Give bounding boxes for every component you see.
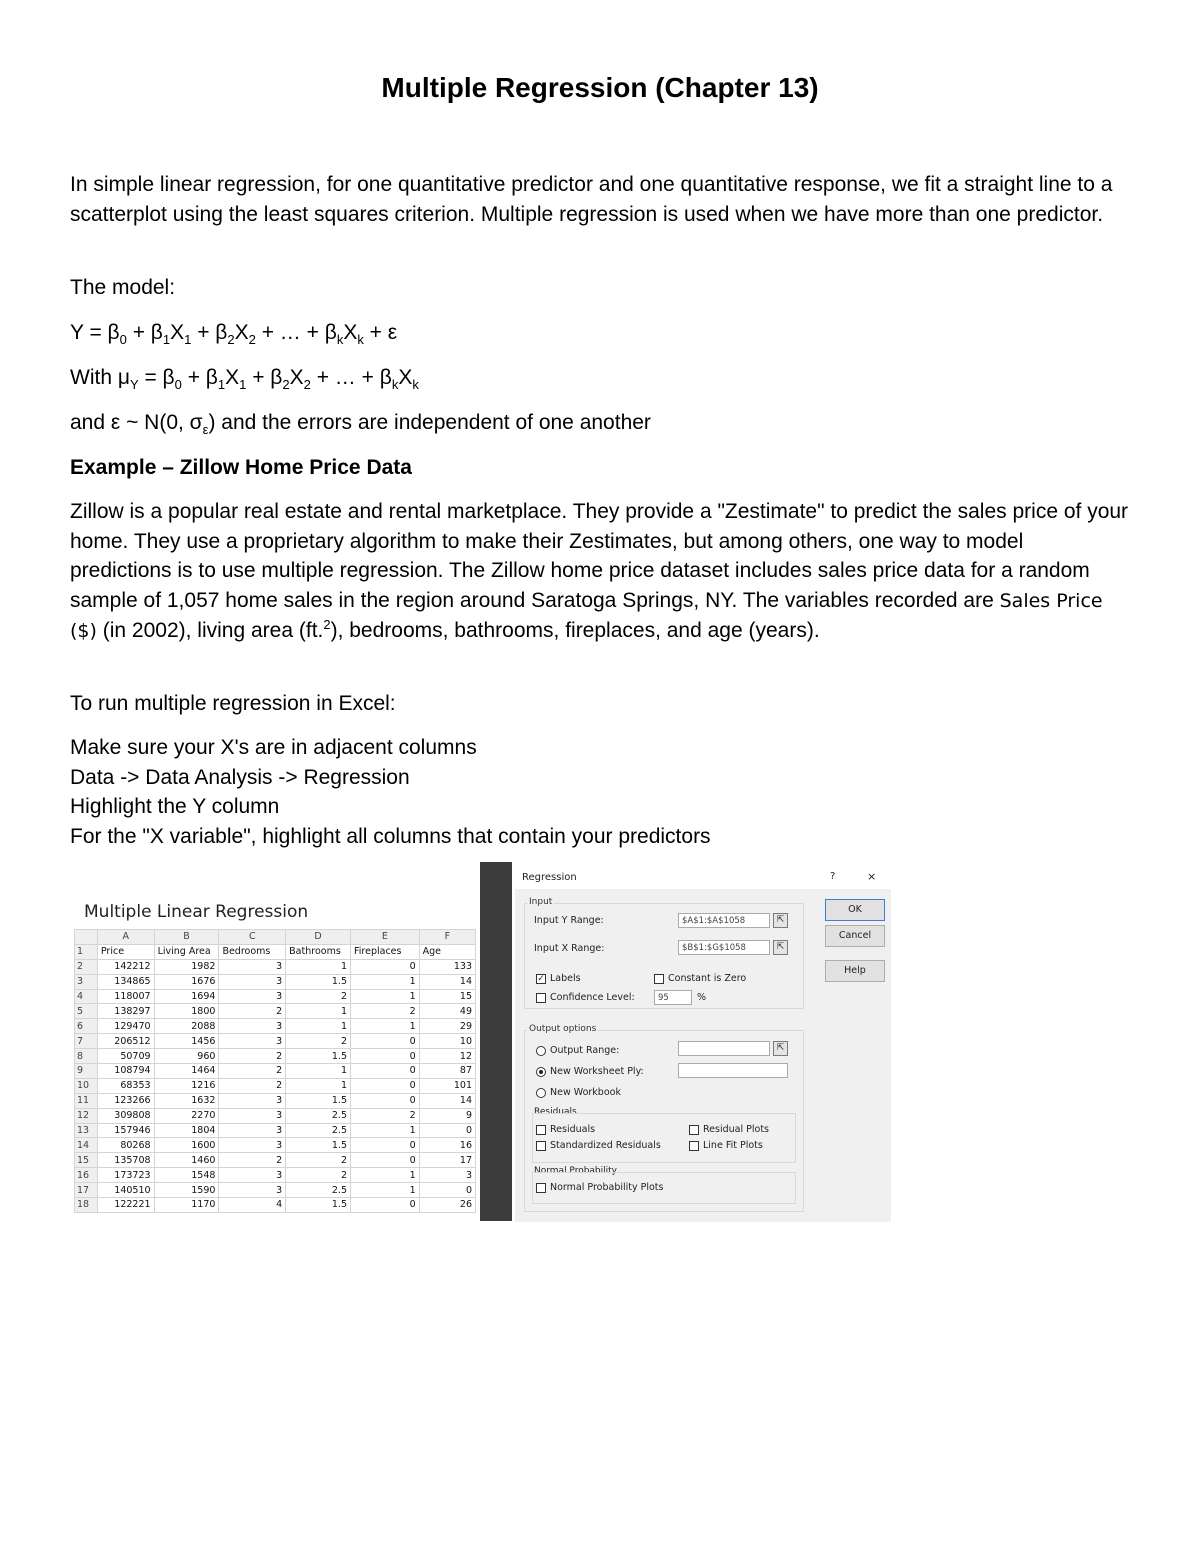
- std-residuals-label: Standardized Residuals: [550, 1140, 661, 1151]
- model-label: The model:: [70, 276, 176, 299]
- header-cell[interactable]: Price: [97, 944, 154, 959]
- output-range-label: Output Range:: [550, 1045, 620, 1056]
- data-cell[interactable]: 0: [419, 1183, 475, 1198]
- data-cell[interactable]: 157946: [97, 1123, 154, 1138]
- labels-label: Labels: [550, 973, 581, 984]
- confidence-label: Confidence Level:: [550, 992, 635, 1003]
- cancel-button[interactable]: Cancel: [825, 925, 885, 947]
- std-residuals-checkbox[interactable]: [536, 1141, 546, 1151]
- column-header[interactable]: C: [219, 930, 286, 945]
- data-cell[interactable]: 3: [219, 1108, 286, 1123]
- output-range-collapse-icon[interactable]: ⇱: [773, 1041, 788, 1056]
- input-group-label: Input: [529, 897, 553, 907]
- row-number[interactable]: 3: [75, 974, 98, 989]
- data-cell[interactable]: 1464: [154, 1064, 219, 1079]
- data-cell[interactable]: 1600: [154, 1138, 219, 1153]
- sheet-title: Multiple Linear Regression: [84, 902, 309, 922]
- example-heading: Example – Zillow Home Price Data: [70, 456, 412, 479]
- data-cell[interactable]: 1982: [154, 959, 219, 974]
- table-row: [75, 1138, 476, 1153]
- table-row: [75, 944, 476, 959]
- input-y-collapse-icon[interactable]: ⇱: [773, 913, 788, 928]
- data-cell[interactable]: 135708: [97, 1153, 154, 1168]
- data-cell[interactable]: 3: [219, 1183, 286, 1198]
- labels-checkbox[interactable]: ✓: [537, 974, 545, 984]
- data-cell[interactable]: 1: [351, 1168, 420, 1183]
- data-cell[interactable]: 2.5: [286, 1108, 351, 1123]
- table-row: [75, 1004, 476, 1019]
- header-cell[interactable]: Living Area: [154, 944, 219, 959]
- dialog-titlebar: [515, 867, 891, 889]
- data-cell[interactable]: 2: [219, 1153, 286, 1168]
- data-cell[interactable]: 142212: [97, 959, 154, 974]
- data-cell[interactable]: 2: [286, 1168, 351, 1183]
- data-cell[interactable]: 0: [351, 1049, 420, 1064]
- data-cell[interactable]: 14: [419, 974, 475, 989]
- data-cell[interactable]: 3: [219, 1019, 286, 1034]
- column-header[interactable]: E: [351, 930, 420, 945]
- table-row: [75, 1093, 476, 1108]
- row-number[interactable]: 13: [75, 1123, 98, 1138]
- table-row: [75, 1198, 476, 1213]
- table-row: [75, 974, 476, 989]
- data-cell[interactable]: 9: [419, 1108, 475, 1123]
- data-cell[interactable]: 15: [419, 989, 475, 1004]
- row-number[interactable]: 2: [75, 959, 98, 974]
- confidence-checkbox[interactable]: [536, 993, 546, 1003]
- data-cell[interactable]: 2: [219, 1049, 286, 1064]
- data-cell[interactable]: 1216: [154, 1078, 219, 1093]
- data-cell[interactable]: 17: [419, 1153, 475, 1168]
- confidence-field[interactable]: 95: [654, 990, 692, 1005]
- data-cell[interactable]: 14: [419, 1093, 475, 1108]
- step-1: Make sure your X's are in adjacent columns: [70, 736, 477, 759]
- data-cell[interactable]: 3: [419, 1168, 475, 1183]
- data-cell[interactable]: 0: [351, 1034, 420, 1049]
- residuals-label: Residuals: [550, 1124, 596, 1135]
- data-cell[interactable]: 29: [419, 1019, 475, 1034]
- data-cell[interactable]: 3: [219, 1093, 286, 1108]
- table-row: [75, 1078, 476, 1093]
- data-cell[interactable]: 206512: [97, 1034, 154, 1049]
- mean-equation: With $\mu_Y = \beta_0 + \beta_1X_1 + \beta_2X_2$ + … + $\beta_kX_k$: [70, 366, 419, 393]
- data-cell[interactable]: 2: [219, 1004, 286, 1019]
- data-cell[interactable]: 3: [219, 989, 286, 1004]
- residuals-group-label: Residuals: [534, 1107, 577, 1117]
- row-number[interactable]: 10: [75, 1078, 98, 1093]
- model-equation: $Y = \beta_0 + \beta_1X_1 + \beta_2X_2$ + … + $\beta_kX_k + \varepsilon$: [70, 321, 398, 348]
- new-ply-label: New Worksheet Ply:: [550, 1066, 644, 1077]
- intro-paragraph: In simple linear regression, for one quantitative predictor and one quantitative response, we fit a straight line to a scatterplot using the least squares criterion. Multiple regression is used when we have more than one predictor.: [70, 173, 1113, 226]
- data-cell[interactable]: 1: [351, 1183, 420, 1198]
- ok-button[interactable]: OK: [825, 899, 885, 921]
- data-cell[interactable]: 1.5: [286, 1138, 351, 1153]
- table-row: [75, 1049, 476, 1064]
- data-cell[interactable]: 1: [351, 1123, 420, 1138]
- data-cell[interactable]: 138297: [97, 1004, 154, 1019]
- data-cell[interactable]: 2: [286, 1153, 351, 1168]
- data-cell[interactable]: 1: [351, 974, 420, 989]
- column-header[interactable]: A: [97, 930, 154, 945]
- data-cell[interactable]: 1: [286, 959, 351, 974]
- output-group-label: Output options: [529, 1024, 597, 1034]
- new-workbook-label: New Workbook: [550, 1087, 621, 1098]
- residual-plots-label: Residual Plots: [703, 1124, 769, 1135]
- row-number[interactable]: 1: [75, 944, 98, 959]
- header-cell[interactable]: Fireplaces: [351, 944, 420, 959]
- select-all-corner[interactable]: [75, 930, 98, 945]
- input-x-label: Input X Range:: [534, 943, 605, 954]
- data-cell[interactable]: 87: [419, 1064, 475, 1079]
- data-cell[interactable]: 26: [419, 1198, 475, 1213]
- constant-zero-label: Constant is Zero: [668, 973, 747, 984]
- data-cell[interactable]: 10: [419, 1034, 475, 1049]
- data-cell[interactable]: 101: [419, 1078, 475, 1093]
- table-row: [75, 1019, 476, 1034]
- line-fit-label: Line Fit Plots: [703, 1140, 763, 1151]
- data-cell[interactable]: 3: [219, 1123, 286, 1138]
- help-icon[interactable]: ?: [830, 871, 836, 882]
- data-cell[interactable]: 118007: [97, 989, 154, 1004]
- row-number[interactable]: 11: [75, 1093, 98, 1108]
- normal-plots-checkbox[interactable]: [536, 1183, 546, 1193]
- row-number[interactable]: 14: [75, 1138, 98, 1153]
- data-cell[interactable]: 1: [286, 1019, 351, 1034]
- close-icon[interactable]: ×: [867, 870, 877, 883]
- data-cell[interactable]: 2270: [154, 1108, 219, 1123]
- table-row: [75, 1153, 476, 1168]
- data-cell[interactable]: 960: [154, 1049, 219, 1064]
- row-number[interactable]: 17: [75, 1183, 98, 1198]
- column-header[interactable]: D: [286, 930, 351, 945]
- data-cell[interactable]: 1: [286, 1004, 351, 1019]
- input-x-field[interactable]: $B$1:$G$1058: [678, 940, 770, 955]
- normal-plots-label: Normal Probability Plots: [550, 1182, 664, 1193]
- table-row: [75, 1123, 476, 1138]
- data-cell[interactable]: 1: [286, 1064, 351, 1079]
- new-workbook-radio[interactable]: [536, 1088, 546, 1098]
- data-cell[interactable]: 1: [286, 1078, 351, 1093]
- row-number[interactable]: 7: [75, 1034, 98, 1049]
- data-cell[interactable]: 2: [219, 1078, 286, 1093]
- header-cell[interactable]: Bathrooms: [286, 944, 351, 959]
- data-cell[interactable]: 49: [419, 1004, 475, 1019]
- data-cell[interactable]: 80268: [97, 1138, 154, 1153]
- row-number[interactable]: 18: [75, 1198, 98, 1213]
- data-cell[interactable]: 1632: [154, 1093, 219, 1108]
- data-cell[interactable]: 2: [286, 1034, 351, 1049]
- percent-sign: %: [697, 992, 707, 1003]
- data-cell[interactable]: 1676: [154, 974, 219, 989]
- data-cell[interactable]: 0: [351, 959, 420, 974]
- data-cell[interactable]: 0: [351, 1093, 420, 1108]
- table-row: [75, 1064, 476, 1079]
- constant-zero-checkbox[interactable]: [654, 974, 664, 984]
- data-cell[interactable]: 0: [351, 1078, 420, 1093]
- data-cell[interactable]: 3: [219, 1168, 286, 1183]
- data-cell[interactable]: 2: [219, 1064, 286, 1079]
- data-cell[interactable]: 309808: [97, 1108, 154, 1123]
- data-cell[interactable]: 50709: [97, 1049, 154, 1064]
- data-grid: [74, 929, 476, 1213]
- data-cell[interactable]: 133: [419, 959, 475, 974]
- data-cell[interactable]: 1800: [154, 1004, 219, 1019]
- dialog-title: Regression: [522, 872, 577, 883]
- data-cell[interactable]: 1548: [154, 1168, 219, 1183]
- table-row: [75, 1168, 476, 1183]
- data-cell[interactable]: 140510: [97, 1183, 154, 1198]
- data-cell[interactable]: 1170: [154, 1198, 219, 1213]
- data-cell[interactable]: 0: [351, 1138, 420, 1153]
- table-row: [75, 1183, 476, 1198]
- row-number[interactable]: 15: [75, 1153, 98, 1168]
- residuals-checkbox[interactable]: [536, 1125, 546, 1135]
- table-row: [75, 1034, 476, 1049]
- data-cell[interactable]: 2.5: [286, 1183, 351, 1198]
- data-cell[interactable]: 108794: [97, 1064, 154, 1079]
- data-cell[interactable]: 0: [351, 1198, 420, 1213]
- data-cell[interactable]: 0: [351, 1153, 420, 1168]
- data-cell[interactable]: 2: [351, 1108, 420, 1123]
- input-y-label: Input Y Range:: [534, 915, 604, 926]
- row-number[interactable]: 9: [75, 1064, 98, 1079]
- data-cell[interactable]: 1: [351, 1019, 420, 1034]
- row-number[interactable]: 6: [75, 1019, 98, 1034]
- data-cell[interactable]: 1.5: [286, 1049, 351, 1064]
- data-cell[interactable]: 0: [351, 1064, 420, 1079]
- step-3: Highlight the Y column: [70, 795, 280, 818]
- data-cell[interactable]: 1.5: [286, 1093, 351, 1108]
- data-cell[interactable]: 0: [419, 1123, 475, 1138]
- error-assumption: and ε ~ N(0, $\sigma_\varepsilon$) and the errors are independent of one another: [70, 411, 651, 438]
- new-ply-radio[interactable]: [536, 1067, 546, 1077]
- data-cell[interactable]: 16: [419, 1138, 475, 1153]
- data-cell[interactable]: 1: [351, 989, 420, 1004]
- excel-spreadsheet: [74, 898, 476, 1222]
- data-cell[interactable]: 129470: [97, 1019, 154, 1034]
- data-cell[interactable]: 3: [219, 1034, 286, 1049]
- output-range-radio[interactable]: [536, 1046, 546, 1056]
- data-cell[interactable]: 68353: [97, 1078, 154, 1093]
- normal-group-label: Normal Probability: [534, 1166, 617, 1176]
- input-y-field[interactable]: $A$1:$A$1058: [678, 913, 770, 928]
- header-cell[interactable]: Age: [419, 944, 475, 959]
- data-cell[interactable]: 12: [419, 1049, 475, 1064]
- data-cell[interactable]: 2: [351, 1004, 420, 1019]
- table-row: [75, 989, 476, 1004]
- output-range-field[interactable]: [678, 1041, 770, 1056]
- data-cell[interactable]: 3: [219, 974, 286, 989]
- header-cell[interactable]: Bedrooms: [219, 944, 286, 959]
- data-cell[interactable]: 4: [219, 1198, 286, 1213]
- help-button[interactable]: Help: [825, 960, 885, 982]
- data-cell[interactable]: 134865: [97, 974, 154, 989]
- table-row: [75, 1108, 476, 1123]
- data-cell[interactable]: 3: [219, 959, 286, 974]
- row-number[interactable]: 5: [75, 1004, 98, 1019]
- data-cell[interactable]: 1456: [154, 1034, 219, 1049]
- data-cell[interactable]: 1.5: [286, 974, 351, 989]
- residuals-group: [532, 1113, 796, 1163]
- dark-separator: [480, 862, 512, 1221]
- data-cell[interactable]: 1804: [154, 1123, 219, 1138]
- data-cell[interactable]: 122221: [97, 1198, 154, 1213]
- data-cell[interactable]: 3: [219, 1138, 286, 1153]
- excel-intro: To run multiple regression in Excel:: [70, 692, 396, 715]
- row-number[interactable]: 8: [75, 1049, 98, 1064]
- data-cell[interactable]: 2.5: [286, 1123, 351, 1138]
- data-cell[interactable]: 1460: [154, 1153, 219, 1168]
- line-fit-checkbox[interactable]: [689, 1141, 699, 1151]
- data-cell[interactable]: 2088: [154, 1019, 219, 1034]
- residual-plots-checkbox[interactable]: [689, 1125, 699, 1135]
- column-header[interactable]: F: [419, 930, 475, 945]
- step-4: For the "X variable", highlight all columns that contain your predictors: [70, 825, 711, 848]
- table-row: [75, 959, 476, 974]
- step-2: Data -> Data Analysis -> Regression: [70, 766, 410, 789]
- input-x-collapse-icon[interactable]: ⇱: [773, 940, 788, 955]
- page-title: Multiple Regression (Chapter 13): [381, 72, 819, 103]
- row-number[interactable]: 12: [75, 1108, 98, 1123]
- new-ply-field[interactable]: [678, 1063, 788, 1078]
- data-cell[interactable]: 173723: [97, 1168, 154, 1183]
- row-number[interactable]: 16: [75, 1168, 98, 1183]
- column-letter-row: [75, 930, 476, 945]
- zillow-paragraph: Zillow is a popular real estate and rental marketplace. They provide a "Zestimate" to predict the sales price of your home. They use a proprietary algorithm to make their Zestimates, but among others, one way to model predictions is to use multiple regression. The Zillow home price dataset includes sales price data for a random sample of 1,057 home sales in the region around Saratoga Springs, NY. The variables recorded are Sales Price ($) (in 2002), living area (ft.$^2$), bedrooms, bathrooms, fireplaces, and age (years).: [70, 500, 1129, 642]
- data-cell[interactable]: 2: [286, 989, 351, 1004]
- data-cell[interactable]: 1.5: [286, 1198, 351, 1213]
- data-cell[interactable]: 1694: [154, 989, 219, 1004]
- column-header[interactable]: B: [154, 930, 219, 945]
- data-cell[interactable]: 1590: [154, 1183, 219, 1198]
- row-number[interactable]: 4: [75, 989, 98, 1004]
- data-cell[interactable]: 123266: [97, 1093, 154, 1108]
- regression-dialog: [515, 867, 891, 1222]
